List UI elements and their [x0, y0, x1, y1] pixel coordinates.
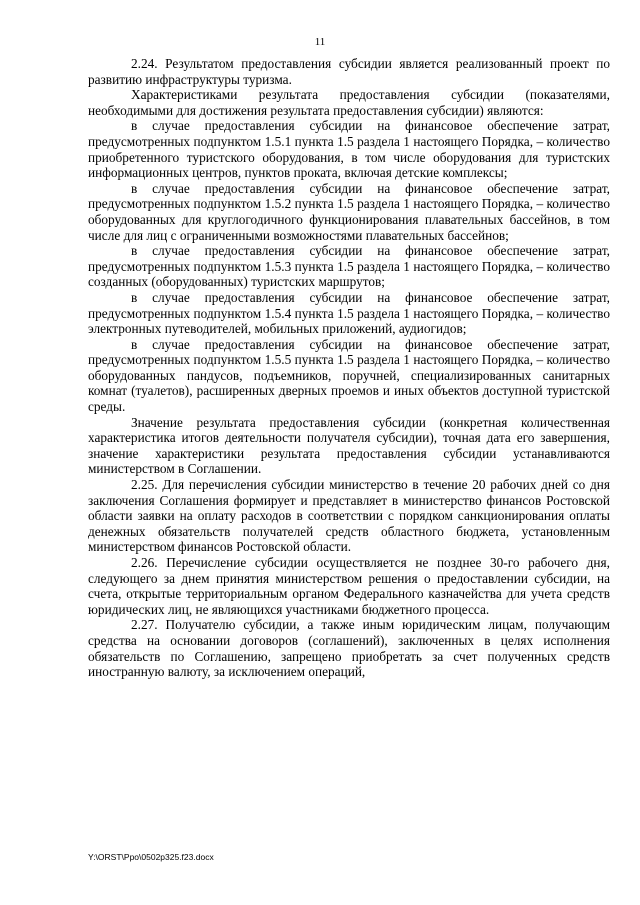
paragraph-case-1-5-4: в случае предоставления субсидии на финансовое обеспечение затрат, предусмотренных подпунктом 1.5.4 пункта 1.5 раздела 1 настоящего Порядка, – количество электронных путеводителей, мобильных приложений, аудиогидов; — [88, 289, 610, 337]
document-body — [88, 56, 610, 680]
paragraph-2-27: 2.27. Получателю субсидии, а также иным юридическим лицам, получающим средства на основании договоров (соглашений), заключенных в целях исполнения обязательств по Соглашению, запрещено приобретать за счет полученных средств иностранную валюту, за исключением операций, — [88, 617, 610, 680]
paragraph-case-1-5-3: в случае предоставления субсидии на финансовое обеспечение затрат, предусмотренных подпунктом 1.5.3 пункта 1.5 раздела 1 настоящего Порядка, – количество созданных (оборудованных) туристских маршрутов; — [88, 243, 610, 290]
page-number: 11 — [314, 36, 326, 48]
paragraph-case-1-5-1: в случае предоставления субсидии на финансовое обеспечение затрат, предусмотренных подпунктом 1.5.1 пункта 1.5 раздела 1 настоящего Порядка, – количество приобретенного туристского оборудования, в том числе оборудования для туристских информационных центров, пунктов проката, включая детские комплексы; — [88, 118, 610, 181]
paragraph-case-1-5-5: в случае предоставления субсидии на финансовое обеспечение затрат, предусмотренных подпунктом 1.5.5 пункта 1.5 раздела 1 настоящего Порядка, – количество оборудованных пандусов, подъемников, поручней, специализированных санитарных комнат (туалетов), расширенных дверных проемов и иных объектов доступной туристской среды. — [88, 336, 610, 415]
paragraph-2-24: 2.24. Результатом предоставления субсидии является реализованный проект по развитию инфраструктуры туризма. — [88, 56, 610, 87]
paragraph-2-25: 2.25. Для перечисления субсидии министерство в течение 20 рабочих дней со дня заключения Соглашения формирует и представляет в министерство финансов Ростовской области заявки на оплату расходов в соответствии с порядком санкционирования оплаты денежных обязательств получателей средств областного бюджета, установленным министерством финансов Ростовской области. — [88, 477, 610, 555]
paragraph-characteristics: Характеристиками результата предоставления субсидии (показателями, необходимыми для достижения результата предоставления субсидии) являются: — [88, 87, 610, 118]
footer-file-path: Y:\ORST\Ppo\0502p325.f23.docx — [88, 852, 214, 862]
paragraph-result-value: Значение результата предоставления субсидии (конкретная количественная характеристика итогов деятельности получателя субсидии), точная дата его завершения, значение характеристики результата предоставления субсидии устанавливаются министерством в Соглашении. — [88, 414, 610, 477]
paragraph-2-26: 2.26. Перечисление субсидии осуществляется не позднее 30-го рабочего дня, следующего за днем принятия министерством решения о предоставлении субсидии, на счета, открытые территориальным органом Федерального казначейства для учета средств юридических лиц, не являющихся участниками бюджетного процесса. — [88, 555, 610, 617]
paragraph-case-1-5-2: в случае предоставления субсидии на финансовое обеспечение затрат, предусмотренных подпунктом 1.5.2 пункта 1.5 раздела 1 настоящего Порядка, – количество оборудованных для круглогодичного функционирования плавательных бассейнов, в том числе для лиц с ограниченными возможностями плавательных бассейнов; — [88, 180, 610, 243]
